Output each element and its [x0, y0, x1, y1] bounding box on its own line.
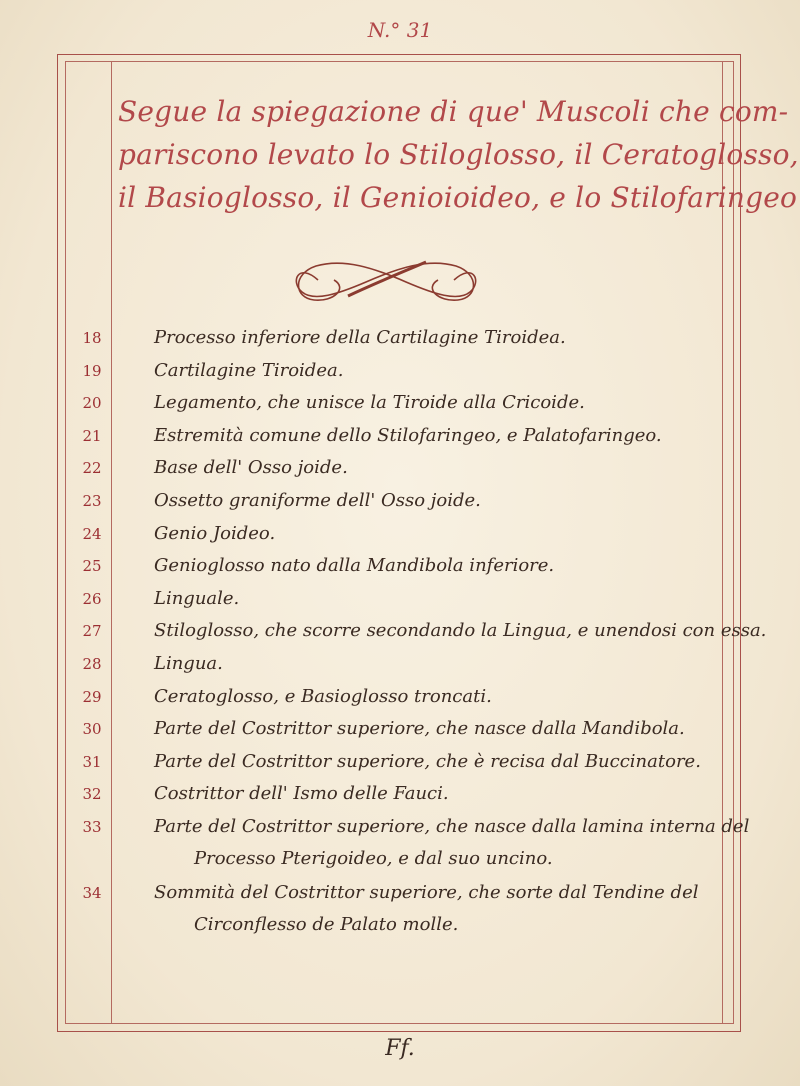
legend-entry: [70, 615, 767, 646]
legend-entry: [70, 778, 730, 809]
legend-entry: [70, 746, 730, 777]
entry-text: Legamento, che unisce la Tiroide alla Cricoide.: [154, 392, 585, 414]
legend-entry: [70, 420, 730, 451]
entry-number: 31: [82, 752, 102, 771]
entry-text: Stiloglosso, che scorre secondando la Lingua, e unendosi con essa.: [154, 620, 767, 642]
legend-list: [70, 322, 767, 942]
title-line: Segue la spiegazione di que' Muscoli che com-: [118, 95, 789, 128]
legend-entry: [70, 583, 730, 614]
legend-entry: [70, 713, 730, 744]
entry-text: Lingua.: [154, 652, 223, 674]
entry-number: 18: [82, 329, 102, 347]
legend-entry: [70, 811, 750, 875]
title-line: il Basioglosso, il Genioioideo, e lo Stilofaringeo: [118, 181, 798, 214]
legend-entry: [70, 322, 730, 353]
entry-number: 30: [82, 720, 102, 739]
entry-text: Genio Joideo.: [154, 522, 276, 544]
entry-text-continuation: Processo Pterigoideo, e dal suo uncino.: [194, 847, 553, 869]
title-line: pariscono levato lo Stiloglosso, il Ceratoglosso,: [118, 138, 799, 171]
legend-entry: [70, 452, 730, 483]
entry-number: 20: [82, 394, 102, 413]
legend-entry: [70, 550, 730, 581]
entry-number: 32: [82, 785, 102, 804]
entry-number: 28: [82, 654, 102, 673]
entry-number: 29: [82, 687, 102, 706]
entry-text: Processo inferiore della Cartilagine Tiroidea.: [154, 327, 566, 348]
entry-text: Cartilagine Tiroidea.: [154, 359, 344, 381]
entry-text-continuation: Circonflesso de Palato molle.: [194, 913, 459, 935]
entry-number: 24: [82, 524, 102, 543]
entry-number: 33: [82, 817, 102, 836]
calligraphic-flourish-ornament: [288, 252, 484, 308]
entry-text: Parte del Costrittor superiore, che nasce dalla Mandibola.: [154, 718, 685, 740]
entry-text: Genioglosso nato dalla Mandibola inferiore.: [154, 555, 555, 577]
entry-text: Linguale.: [154, 587, 240, 609]
entry-text: Estremità comune dello Stilofaringeo, e Palatofaringeo.: [154, 424, 662, 446]
entry-text: Sommità del Costrittor superiore, che sorte dal Tendine del: [154, 881, 699, 903]
entry-number: 19: [82, 361, 102, 380]
entry-text: Costrittor dell' Ismo delle Fauci.: [154, 783, 449, 805]
entry-text: Parte del Costrittor superiore, che nasce dalla lamina interna del: [154, 815, 750, 837]
legend-entry: [70, 387, 730, 418]
entry-text: Parte del Costrittor superiore, che è recisa dal Buccinatore.: [154, 750, 701, 772]
entry-number: 21: [82, 426, 102, 445]
entry-number: 25: [82, 557, 102, 576]
entry-number: 34: [82, 883, 102, 902]
entry-text: Base dell' Osso joide.: [154, 457, 348, 479]
sheet-number: N.° 31: [367, 18, 433, 42]
legend-entry: [70, 877, 730, 941]
page-title: [118, 90, 799, 219]
legend-entry: [70, 648, 730, 679]
legend-entry: [70, 681, 730, 712]
legend-entry: [70, 485, 730, 516]
entry-text: Ossetto graniforme dell' Osso joide.: [154, 489, 481, 511]
entry-number: 22: [82, 459, 102, 478]
legend-entry: [70, 518, 730, 549]
signature-mark: Ff.: [385, 1036, 415, 1061]
legend-entry: [70, 355, 730, 386]
entry-number: 23: [82, 491, 102, 510]
entry-number: 27: [82, 622, 102, 641]
entry-text: Ceratoglosso, e Basioglosso troncati.: [154, 685, 492, 707]
entry-number: 26: [82, 589, 102, 608]
